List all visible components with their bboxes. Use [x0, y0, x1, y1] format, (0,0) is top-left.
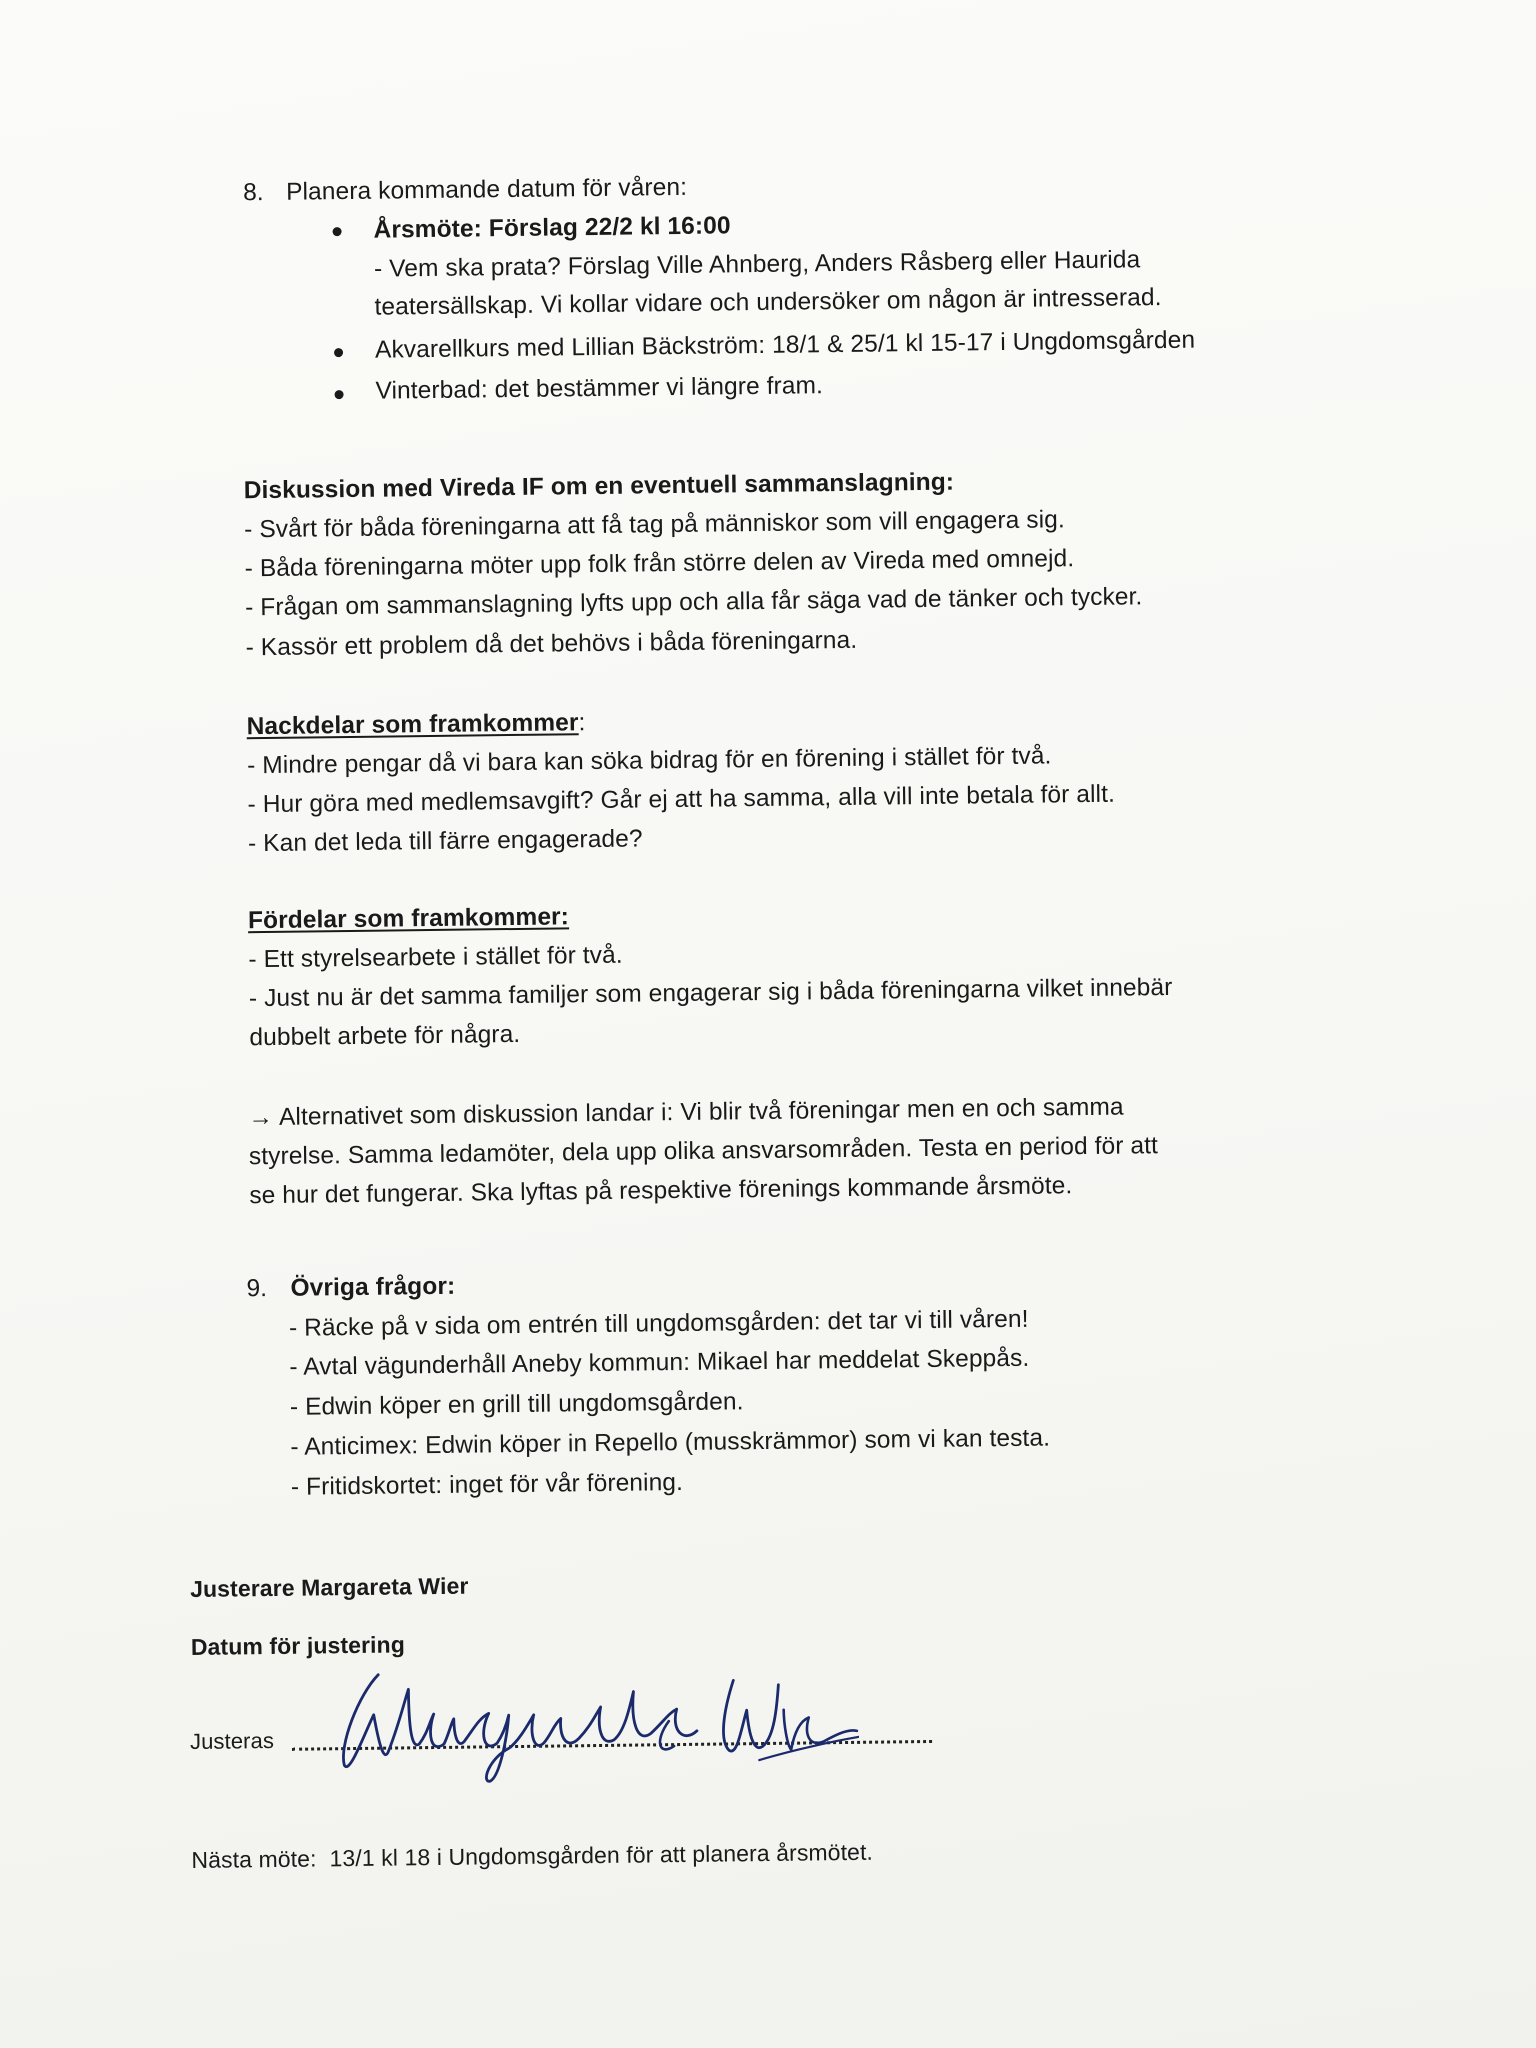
discussion-heading: Diskussion med Vireda IF om en eventuell sammanslagning:	[243, 468, 955, 505]
fordelar-line: - Ett styrelsearbete i stället för två.	[248, 941, 623, 974]
justeras-label: Justeras	[189, 1727, 275, 1755]
item9-number: 9.	[246, 1275, 268, 1303]
discussion-line: - Svårt för båda föreningarna att få tag på människor som vill engagera sig.	[244, 506, 1065, 544]
signature	[338, 1649, 860, 1785]
nackdelar-line: - Mindre pengar då vi bara kan söka bidrag för en förening i stället för två.	[246, 742, 1052, 780]
nackdelar-heading-wrap	[246, 708, 585, 742]
arrow-right-icon: →	[248, 1103, 274, 1132]
bullet-icon	[334, 348, 343, 357]
item9-line: - Räcke på v sida om entrén till ungdomsgården: det tar vi till våren!	[288, 1305, 1029, 1342]
item9-line: - Edwin köper en grill till ungdomsgården.	[289, 1388, 744, 1421]
item8-bullet-akvarell: Akvarellkurs med Lillian Bäckström: 18/1 & 25/1 kl 15-17 i Ungdomsgården	[374, 326, 1196, 364]
datum-for-justering-label: Datum för justering	[190, 1631, 406, 1661]
bullet-icon	[333, 227, 342, 236]
fordelar-line: - Just nu är det samma familjer som engagerar sig i båda föreningarna vilket innebär	[248, 973, 1173, 1013]
conclusion-text: Alternativet som diskussion landar i: Vi blir två föreningar men en och samma	[278, 1093, 1124, 1131]
conclusion-line: se hur det fungerar. Ska lyftas på respektive förenings kommande årsmöte.	[249, 1172, 1073, 1210]
nasta-mote-value: 13/1 kl 18 i Ungdomsgården för att planera årsmötet.	[329, 1838, 874, 1872]
item9-line: - Fritidskortet: inget för vår förening.	[290, 1468, 684, 1501]
item8-number: 8.	[242, 179, 264, 207]
discussion-line: - Kassör ett problem då det behövs i båda föreningarna.	[245, 626, 858, 662]
fordelar-heading: Fördelar som framkommer:	[247, 903, 570, 935]
arsmote-note-line: teatersällskap. Vi kollar vidare och undersöker om någon är intresserad.	[374, 284, 1162, 321]
discussion-line: - Frågan om sammanslagning lyfts upp och alla får säga vad de tänker och tycker.	[245, 583, 1143, 622]
arsmote-note-line: - Vem ska prata? Förslag Ville Ahnberg, Anders Råsberg eller Haurida	[373, 246, 1141, 283]
nackdelar-line: - Kan det leda till färre engagerade?	[247, 825, 643, 858]
item9-line: - Anticimex: Edwin köper in Repello (musskrämmor) som vi kan testa.	[290, 1424, 1051, 1461]
bullet-icon	[335, 390, 344, 399]
nasta-mote-line	[191, 1837, 873, 1875]
nackdelar-colon: :	[578, 709, 586, 737]
justerare-label: Justerare Margareta Wier	[189, 1572, 469, 1603]
item8-title: Planera kommande datum för våren:	[285, 173, 688, 206]
item9-title: Övriga frågor:	[290, 1272, 456, 1302]
fordelar-line: dubbelt arbete för några.	[249, 1020, 521, 1052]
nackdelar-heading: Nackdelar som framkommer	[246, 709, 579, 741]
nasta-mote-label: Nästa möte:	[191, 1845, 317, 1874]
item9-line: - Avtal vägunderhåll Aneby kommun: Mikael har meddelat Skeppås.	[289, 1344, 1030, 1381]
item8-bullet-arsmote: Årsmöte: Förslag 22/2 kl 16:00	[373, 212, 731, 244]
discussion-line: - Båda föreningarna möter upp folk från större delen av Vireda med omnejd.	[244, 545, 1075, 583]
item8-bullet-vinterbad: Vinterbad: det bestämmer vi längre fram.	[375, 372, 824, 405]
conclusion-line-1	[248, 1093, 1124, 1134]
nackdelar-line: - Hur göra med medlemsavgift? Går ej att ha samma, alla vill inte betala för allt.	[247, 780, 1116, 819]
conclusion-line: styrelse. Samma ledamöter, dela upp olika ansvarsområden. Testa en period för att	[248, 1132, 1159, 1171]
